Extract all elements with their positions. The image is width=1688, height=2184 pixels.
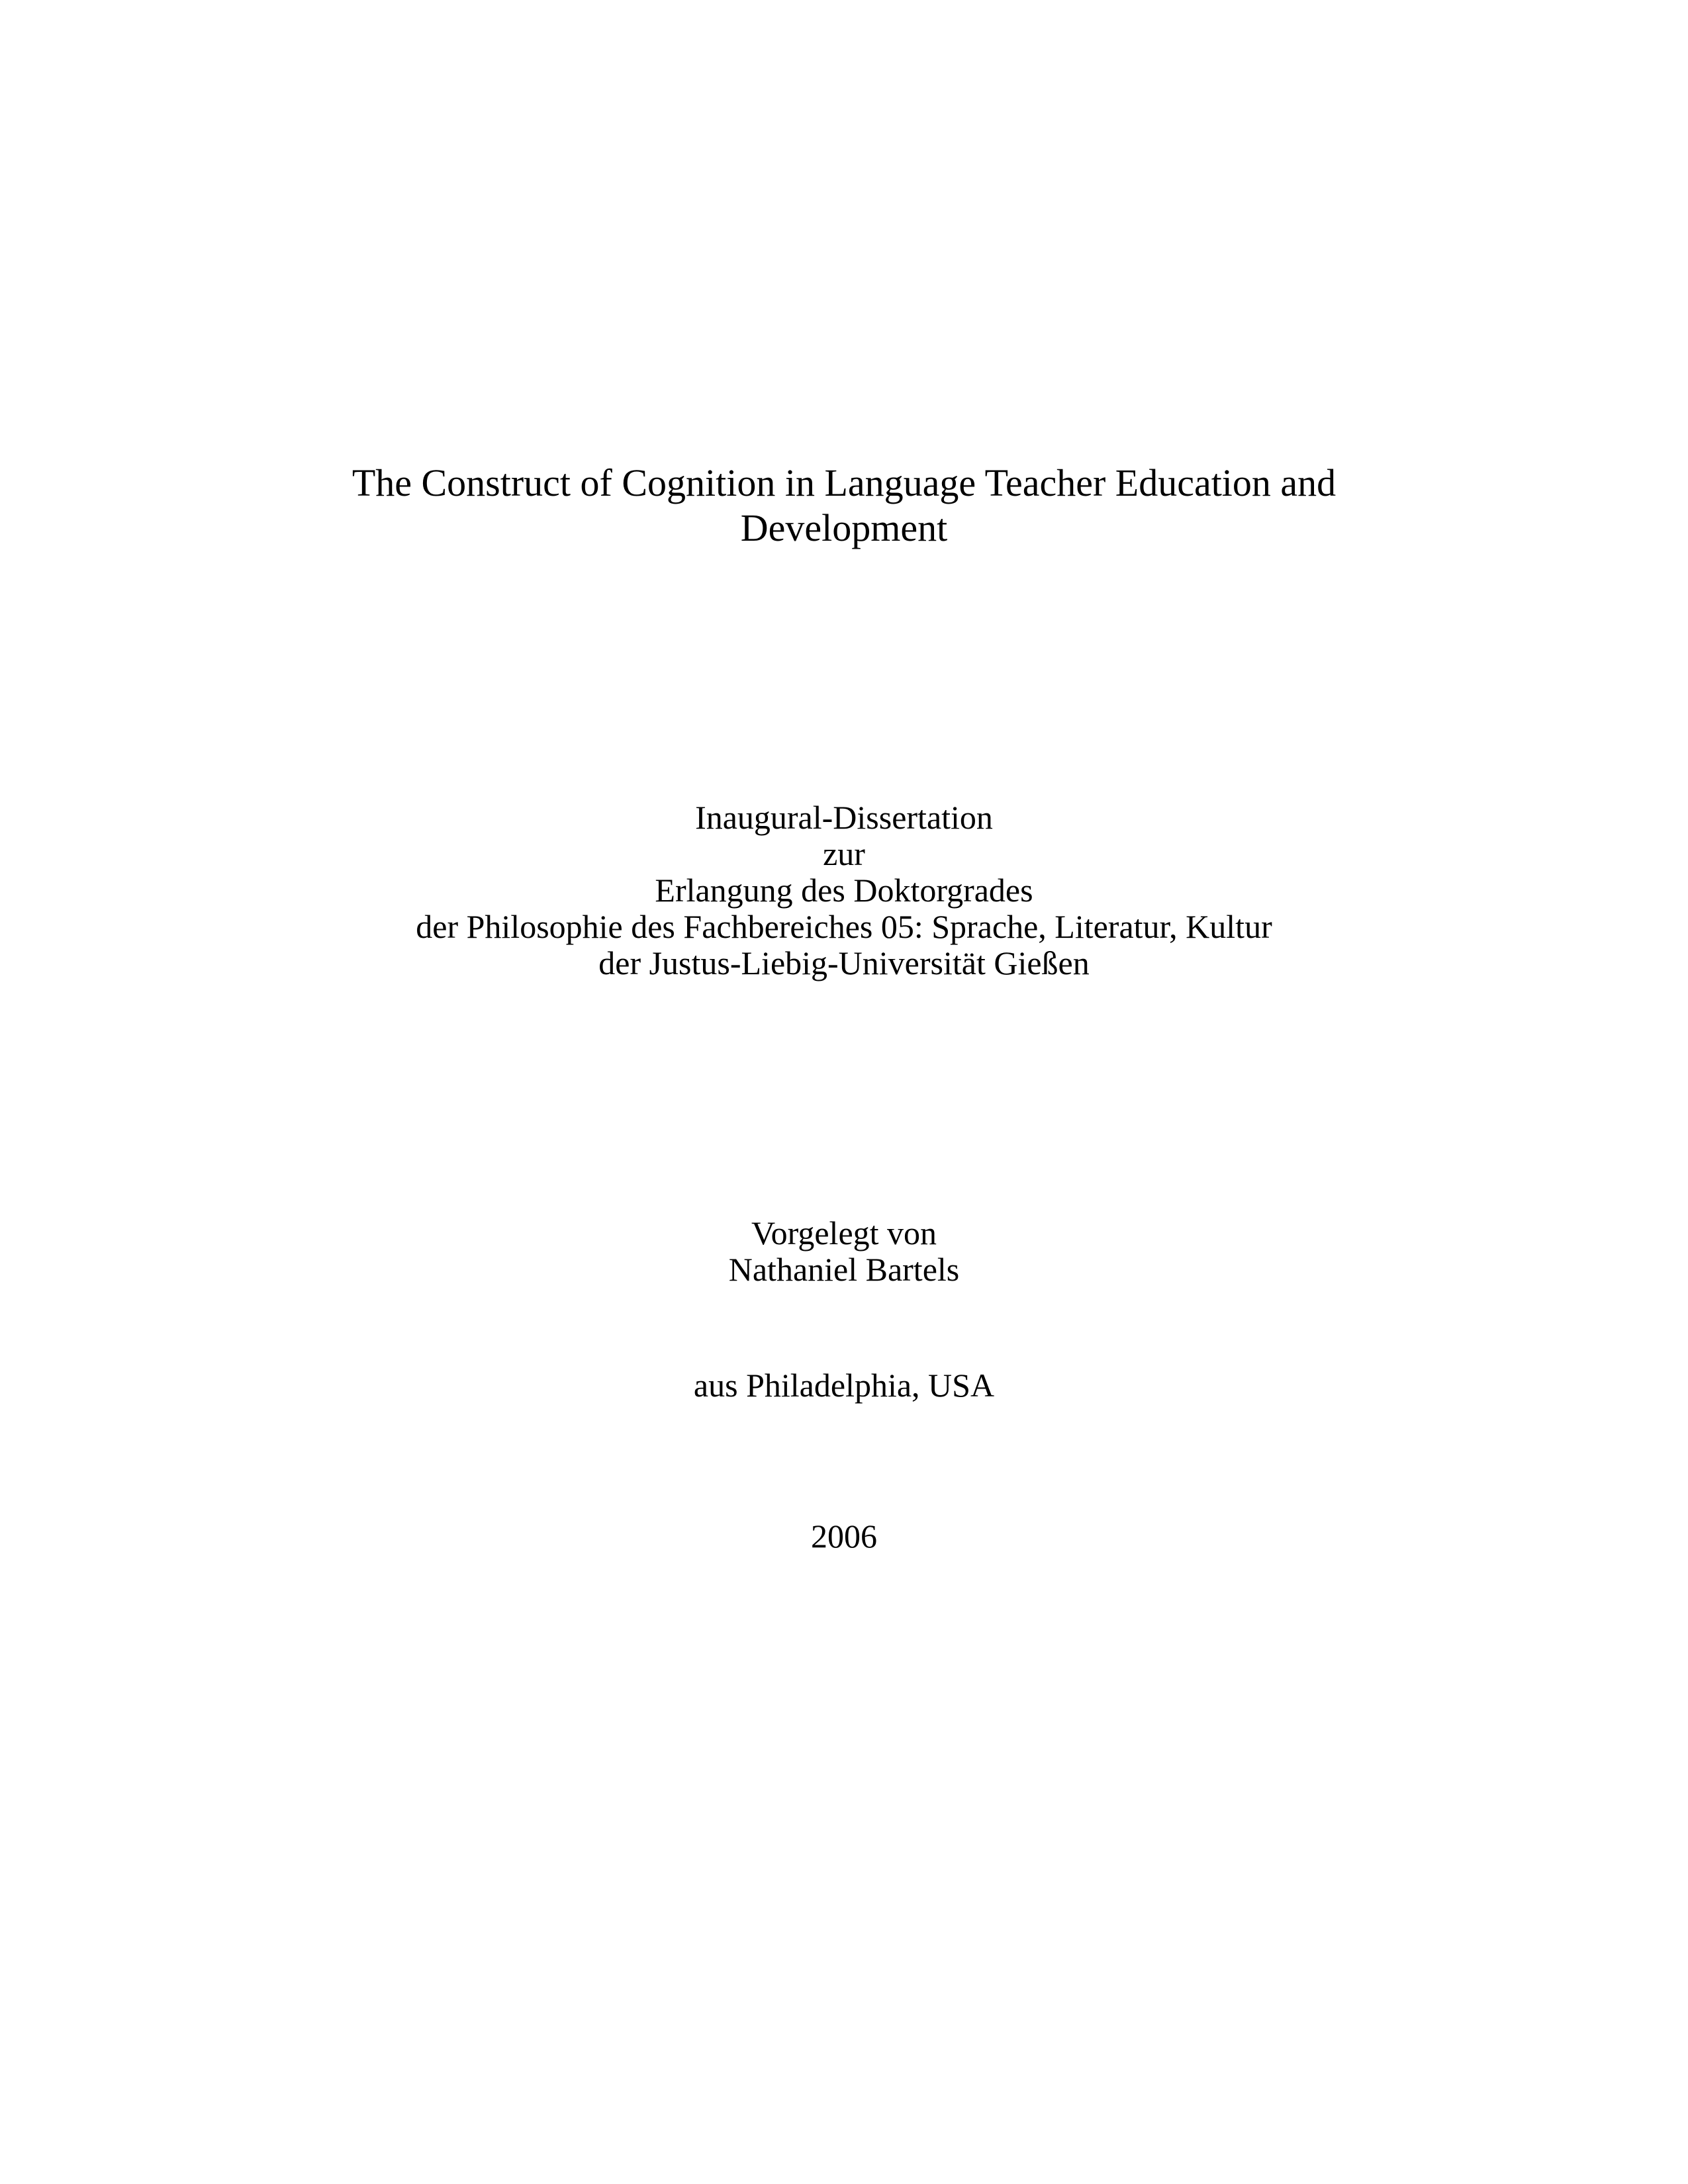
dissertation-type: Inaugural-Dissertation (695, 799, 993, 836)
presented-by-label: Vorgelegt von (751, 1214, 937, 1251)
author-name: Nathaniel Bartels (728, 1251, 960, 1288)
publication-year (0, 1518, 1688, 1555)
dissertation-statement (0, 799, 1688, 981)
dissertation-preposition: zur (823, 835, 865, 872)
university-name: der Justus-Liebig-Universität Gießen (598, 944, 1090, 981)
author-origin (0, 1367, 1688, 1404)
title-line-1: The Construct of Cognition in Language Teacher Education and (352, 461, 1336, 504)
degree-purpose: Erlangung des Doktorgrades (655, 872, 1033, 909)
document-title (0, 461, 1688, 551)
faculty-department: der Philosophie des Fachbereiches 05: Sprache, Literatur, Kultur (416, 908, 1272, 945)
author-block (0, 1215, 1688, 1288)
origin-text: aus Philadelphia, USA (693, 1367, 995, 1404)
year-text: 2006 (811, 1518, 877, 1555)
title-line-2: Development (740, 506, 948, 549)
